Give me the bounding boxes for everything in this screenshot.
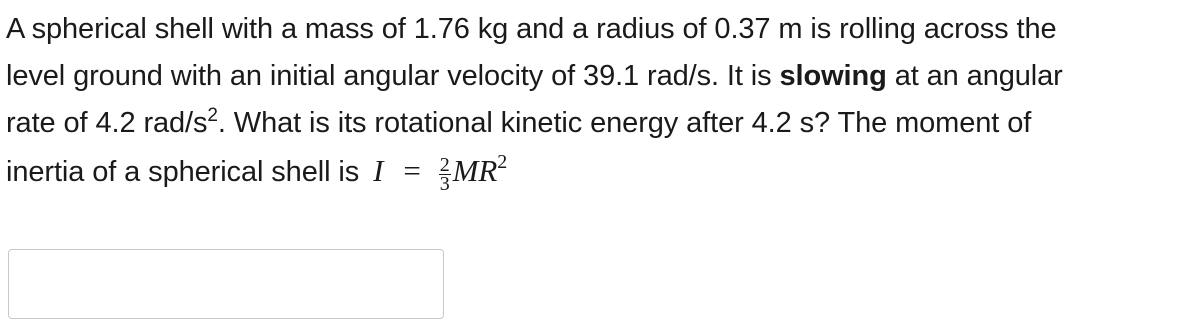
question-line-2-text: level ground with an initial angular velocity of 39.1 rad/s. It is	[6, 60, 780, 92]
question-line-4-text: inertia of a spherical shell is	[6, 156, 360, 188]
unit-exponent: 2	[207, 105, 218, 126]
emphasis-slowing: slowing	[779, 60, 887, 92]
question-line-3	[6, 100, 1192, 147]
formula-fraction	[439, 156, 451, 193]
formula-exponent: 2	[497, 151, 508, 173]
formula-equals: =	[403, 153, 421, 188]
question-line-1-text: A spherical shell with a mass of 1.76 kg and a radius of 0.37 m is rolling across the	[6, 13, 1057, 45]
fraction-denominator: 3	[439, 173, 450, 195]
question-line-2	[6, 53, 1192, 100]
question-line-1	[6, 6, 1192, 53]
formula-rhs: MR	[452, 153, 498, 188]
question-line-3-text-a: rate of 4.2 rad/s	[6, 107, 208, 139]
formula-lhs: I	[373, 153, 384, 188]
question-line-4	[6, 147, 1192, 196]
question-text	[6, 6, 1192, 196]
fraction-numerator: 2	[439, 154, 450, 176]
question-line-3-text-b: . What is its rotational kinetic energy after 4.2 s? The moment of	[217, 107, 1032, 139]
question-line-2-end: at an angular	[886, 60, 1063, 92]
